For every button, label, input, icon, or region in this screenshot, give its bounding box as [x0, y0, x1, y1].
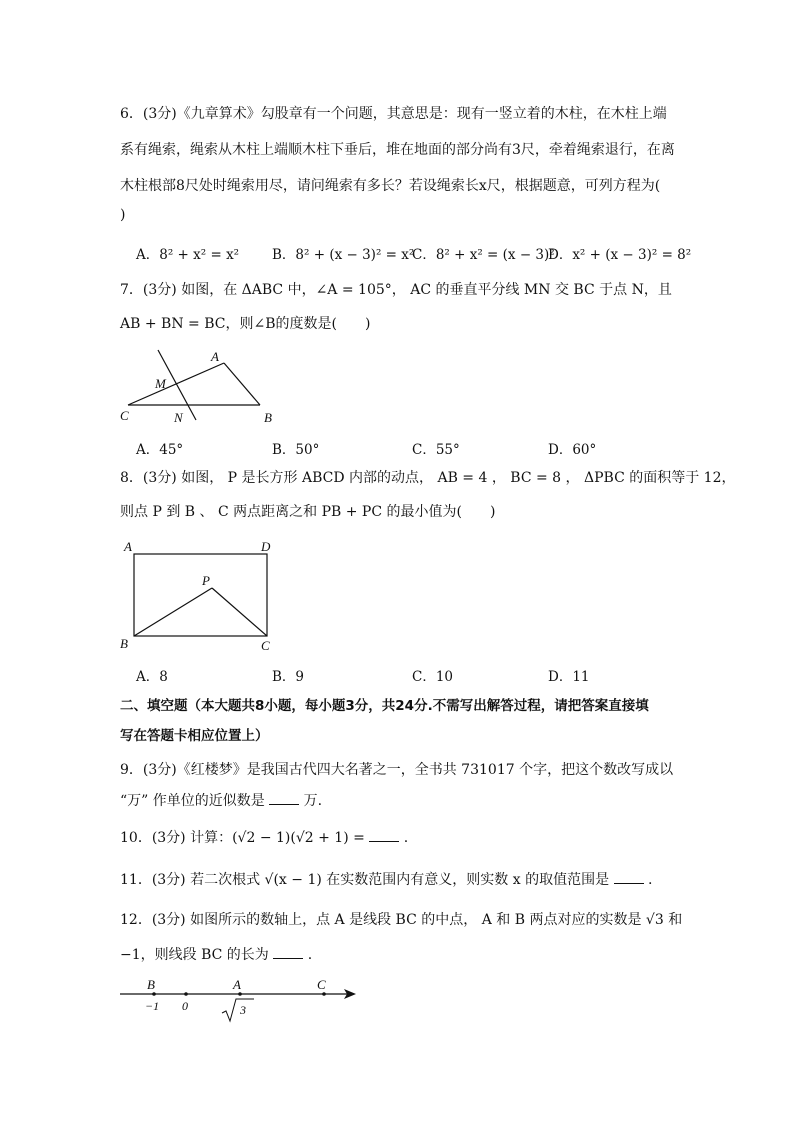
q6-line-2: 系有绳索，绳索从木柱上端顺木柱下垂后，堆在地面的部分尚有3尺，牵着绳索退行，在离: [120, 142, 675, 158]
q10-answer-blank[interactable]: [369, 827, 399, 842]
q8-label-b: B: [120, 636, 128, 651]
q12-label-a: A: [233, 977, 241, 992]
q10-line: [120, 827, 408, 848]
q7-triangle-figure: [112, 346, 282, 428]
q12-number-line-figure: [116, 975, 366, 1025]
q12-point-a: [238, 992, 242, 996]
q12-line-2-suffix: .: [307, 947, 313, 963]
section2-heading-line-1: 二、填空题（本大题共8小题，每小题3分，共24分.不需写出解答过程，请把答案直接填: [120, 698, 649, 714]
q6-line-4: ): [120, 207, 126, 223]
q8-label-a: A: [124, 539, 132, 554]
q7-option-b[interactable]: B．50°: [272, 442, 320, 458]
q8-option-b[interactable]: B．9: [272, 669, 305, 685]
q12-label-b: B: [147, 977, 155, 992]
q9-answer-blank[interactable]: [269, 790, 299, 805]
q7-option-c[interactable]: C．55°: [412, 442, 460, 458]
q12-answer-blank[interactable]: [273, 944, 303, 959]
q7-label-b: B: [264, 410, 272, 425]
q11-suffix: .: [647, 872, 653, 888]
q10-text: 10．(3分) 计算：(√2 − 1)(√2 + 1) =: [120, 830, 365, 846]
q12-line-2-prefix: −1，则线段 BC 的长为: [120, 947, 269, 963]
q7-side-ab: [224, 363, 260, 405]
q8-segment-pc: [212, 588, 267, 636]
q9-line-2-suffix: 万.: [303, 793, 323, 809]
q7-option-a[interactable]: A．45°: [136, 442, 184, 458]
q12-sqrt-symbol: [222, 999, 254, 1021]
q12-point-c: [322, 992, 326, 996]
q8-segment-pb: [134, 588, 212, 636]
q7-label-n: N: [174, 410, 183, 425]
q12-line-2: [120, 944, 312, 965]
q8-option-d[interactable]: D．11: [548, 669, 590, 685]
q12-label-minus-one: −1: [145, 999, 160, 1013]
q12-point-origin: [184, 992, 188, 996]
q9-line-1: 9．(3分)《红楼梦》是我国古代四大名著之一，全书共 731017 个字，把这个数改写成以: [120, 762, 674, 778]
q11-line: [120, 869, 652, 890]
q12-label-sqrt3: 3: [240, 1003, 246, 1017]
q8-rectangle-figure: [116, 538, 286, 656]
q8-line-2: 则点 P 到 B 、 C 两点距离之和 PB + PC 的最小值为( ): [120, 504, 496, 520]
q12-label-zero: 0: [182, 999, 188, 1013]
q12-point-b: [152, 992, 156, 996]
q6-option-a[interactable]: A．8² + x² = x²: [136, 247, 240, 263]
q6-option-b[interactable]: B．8² + (x − 3)² = x²: [272, 247, 415, 263]
q12-label-c: C: [317, 977, 326, 992]
q6-option-d[interactable]: D．x² + (x − 3)² = 8²: [548, 247, 692, 263]
q7-label-m: M: [155, 376, 166, 391]
section2-heading-line-2: 写在答题卡相应位置上）: [120, 728, 269, 744]
q12-line-1: 12．(3分) 如图所示的数轴上，点 A 是线段 BC 的中点， A 和 B 两点对应的实数是 √3 和: [120, 912, 683, 928]
q8-label-d: D: [261, 539, 271, 554]
q7-label-c: C: [120, 408, 129, 423]
q8-line-1: 8．(3分) 如图， P 是长方形 ABCD 内部的动点， AB = 4 ， BC = 8 ， ΔPBC 的面积等于 12，: [120, 470, 736, 486]
q10-suffix: .: [403, 830, 409, 846]
q7-line-1: 7．(3分) 如图，在 ΔABC 中，∠A = 105°， AC 的垂直平分线 MN 交 BC 于点 N，且: [120, 282, 672, 298]
q7-label-a: A: [211, 349, 219, 364]
q6-line-3: 木柱根部8尺处时绳索用尽，请问绳索有多长？若设绳索长x尺，根据题意，可列方程为(: [120, 178, 661, 194]
q6-line-1: 6．(3分)《九章算术》勾股章有一个问题，其意思是：现有一竖立着的木柱，在木柱上端: [120, 106, 667, 122]
q9-line-2: [120, 790, 322, 811]
q8-option-c[interactable]: C．10: [412, 669, 454, 685]
q9-line-2-prefix: “万” 作单位的近似数是: [120, 793, 265, 809]
q6-option-c[interactable]: C．8² + x² = (x − 3)²: [412, 247, 555, 263]
q11-answer-blank[interactable]: [614, 869, 644, 884]
q8-label-p: P: [202, 573, 210, 588]
q8-option-a[interactable]: A．8: [136, 669, 168, 685]
q11-text: 11．(3分) 若二次根式 √(x − 1) 在实数范围内有意义，则实数 x 的取值范围是: [120, 872, 610, 888]
q7-option-d[interactable]: D．60°: [548, 442, 597, 458]
q7-line-2: AB + BN = BC，则∠B的度数是( ): [120, 316, 371, 332]
q8-label-c: C: [261, 638, 270, 653]
